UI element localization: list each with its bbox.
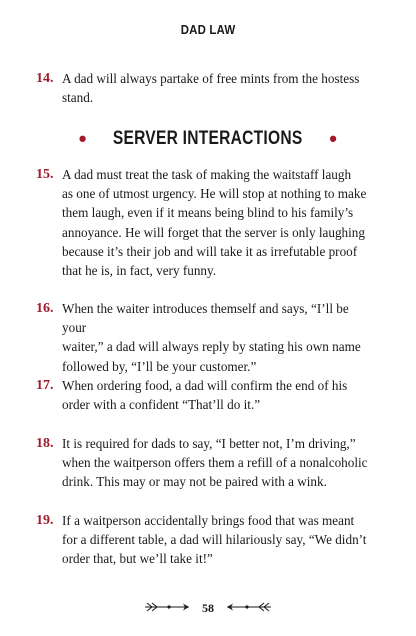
law-line: waiter,” a dad will always reply by stating his own name — [62, 339, 361, 355]
law-line: stand. — [62, 90, 94, 106]
law-line: them laugh, even if it means being blind to his family’s — [62, 205, 354, 221]
law-number: 18. — [36, 436, 54, 451]
law-line: If a waitperson accidentally brings food that was meant — [62, 513, 355, 528]
law-line: It is required for dads to say, “I better not, I’m driving,” — [62, 436, 356, 451]
law-line: order with a confident “That’ll do it.” — [62, 397, 261, 413]
law-text — [62, 434, 376, 492]
law-line: annoyance. He will forget that the server is only laughing — [62, 224, 365, 240]
law-number: 16. — [36, 301, 54, 316]
law-text — [62, 299, 376, 376]
law-line: When the waiter introduces themself and says, “I’ll be your — [62, 301, 349, 336]
law-text — [62, 165, 376, 280]
law-entry — [36, 165, 376, 280]
law-line: followed by, “I’ll be your customer.” — [62, 358, 257, 374]
page-footer — [0, 600, 416, 616]
arrow-flourish-icon — [143, 601, 193, 616]
law-entry — [36, 69, 376, 107]
law-line: as one of utmost urgency. He will stop at nothing to make — [62, 186, 367, 202]
law-line: drink. This may or may not be paired with a wink. — [62, 474, 327, 490]
law-line: When ordering food, a dad will confirm the end of his — [62, 378, 348, 393]
bullet-icon: • — [78, 126, 87, 151]
law-number: 15. — [36, 167, 54, 182]
law-line: when the waitperson offers them a refill of a nonalcoholic — [62, 455, 368, 471]
law-line: order that, but we’ll take it!” — [62, 551, 213, 567]
law-entry — [36, 299, 376, 376]
section-title: SERVER INTERACTIONS — [113, 128, 303, 149]
law-line: for a different table, a dad will hilariously say, “We didn’t — [62, 532, 367, 548]
law-line: that he is, in fact, very funny. — [62, 263, 217, 279]
law-number: 19. — [36, 513, 54, 528]
law-line: because it’s their job and will take it as irrefutable proof — [62, 243, 358, 259]
section-heading — [0, 126, 416, 152]
law-number: 14. — [36, 71, 54, 86]
law-text — [62, 69, 376, 107]
law-line: A dad must treat the task of making the waitstaff laugh — [62, 167, 352, 182]
law-text — [62, 376, 376, 414]
law-line: A dad will always partake of free mints from the hostess — [62, 71, 360, 86]
law-entry — [36, 376, 376, 414]
page-number: 58 — [202, 600, 214, 615]
law-number: 17. — [36, 378, 54, 393]
running-head: DAD LAW — [180, 22, 236, 37]
law-entry — [36, 511, 376, 569]
law-entry — [36, 434, 376, 492]
arrow-flourish-icon — [223, 601, 273, 616]
law-text — [62, 511, 376, 569]
bullet-icon: • — [329, 126, 338, 151]
